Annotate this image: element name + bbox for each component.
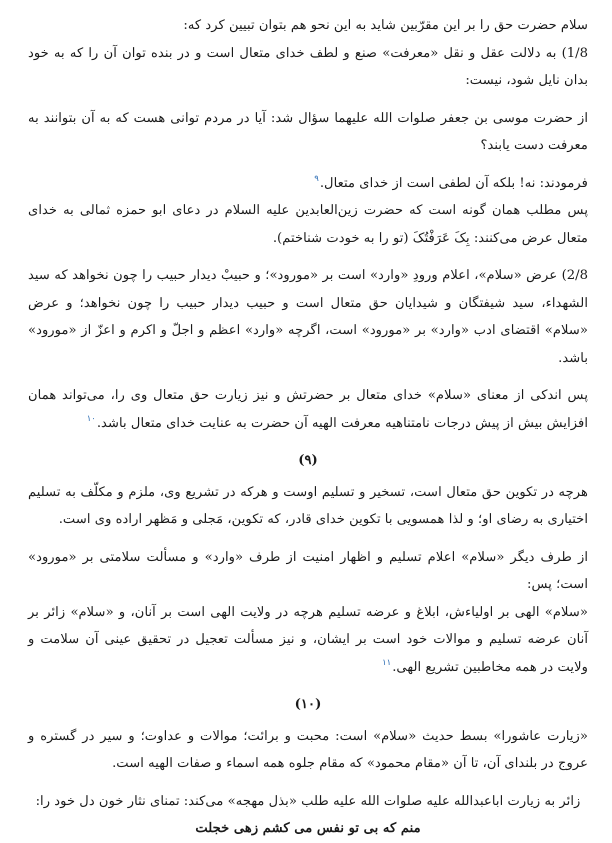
salam-meaning-text: پس اندکی از معنای «سلام» خدای متعال بر حضرتش و نیز زیارت حق متعال وی را، می‌تواند همان افزایش بیش از پیش درجات نامتناهیه معرفت الهیه آن حضرت به عنایت خدای متعال باشد. bbox=[28, 388, 588, 431]
paragraph-8-2: 2/8) عرض «سلام»، اعلام ورودِ «وارد» است بر «مورود»؛ و حبیبْ دیدار حبیب را چون نخواهد که سید الشهداء، سید شیفتگان و شیدایان حق متعال است و حبیب دیدار حبیب را چون نخواهد؛ و عرض «سلام» اقتضای ادب «وارد» بر «مورود» است، اگرچه «وارد» اعظم و اجلّ و اکرم و اعزّ از «مورود» باشد. bbox=[28, 268, 588, 366]
section-heading-10: (۱۰) bbox=[294, 697, 322, 712]
paragraph-8-1: 1/8) به دلالت عقل و نقل «معرفت» صنع و لطف خدای متعال است و در بنده توان آن را که به خود بدان نایل شود، نیست: bbox=[28, 45, 588, 88]
paragraph-ziarat-ashura: «زیارت عاشورا» بسط حدیث «سلام» است: محبت و برائت؛ موالات و عداوت؛ و سیر در گستره و عروج در بلندای آن، تا آن «مقام محمود» که مقام جلوه همه اسماء و صفات الهیه است. bbox=[28, 728, 588, 771]
paragraph-answer bbox=[28, 170, 588, 198]
paragraph-salam-elahi bbox=[28, 599, 588, 682]
paragraph-zaer: زائر به زیارت اباعبدالله علیه صلوات الله علیه طلب «بذل مهجه» می‌کند: تمنای نثار خون دل خود را: bbox=[35, 793, 581, 809]
closing-verse: منم که بی تو نفس می کشم زهی خجلت bbox=[195, 821, 421, 836]
paragraph-dua: پس مطلب همان گونه است که حضرت زین‌العابدین علیه السلام در دعای ابو حمزه ثمالی به خدای متعال عرض می‌کنند: بِکَ عَرَفْتُکَ (تو را به خودت شناختم). bbox=[28, 203, 588, 246]
paragraph-salam-meaning bbox=[28, 382, 588, 437]
paragraph-question: از حضرت موسی بن جعفر صلوات الله علیهما سؤال شد: آیا در مردم توانی هست که به آن بتوانند به معرفت دست یابند؟ bbox=[28, 110, 588, 153]
paragraph-taslim: هرچه در تکوین حق متعال است، تسخیر و تسلیم اوست و هرکه در تشریع وی، ملزم و مکلّف به تسلیم اختیاری به رضای او؛ و لذا همسویی با تکوین خدای قادر، که تکوین، مَجلی و مَظهر اراده وی است. bbox=[28, 484, 588, 527]
paragraph-other-side: از طرف دیگر «سلام» اعلام تسلیم و اظهار امنیت از طرف «وارد» و مسألت سلامتی بر «مورود» است؛ پس: bbox=[28, 549, 588, 592]
salam-elahi-text: «سلام» الهی بر اولیاءش، ابلاغ و عرضه تسلیم هرچه در ولایت الهی است بر آنان، و «سلام» زائر بر آنان عرضه تسلیم و موالات خود است بر ایشان، و نیز مسألت تعجیل در تحقیق عینی آن سلامت و ولایت در همه مخاطبین تشریع الهی. bbox=[28, 604, 588, 675]
section-heading-9: (۹) bbox=[298, 453, 318, 468]
footnote-marker-10[interactable]: ۱۰ bbox=[86, 414, 96, 425]
paragraph-intro: سلام حضرت حق را بر این مقرّبین شاید به این نحو هم بتوان تبیین کرد که: bbox=[183, 18, 588, 33]
footnote-marker-9[interactable]: ۹ bbox=[314, 174, 319, 185]
footnote-marker-11[interactable]: ۱۱ bbox=[382, 658, 392, 669]
answer-text: فرمودند: نه! بلکه آن لطفی است از خدای متعال. bbox=[319, 175, 588, 191]
